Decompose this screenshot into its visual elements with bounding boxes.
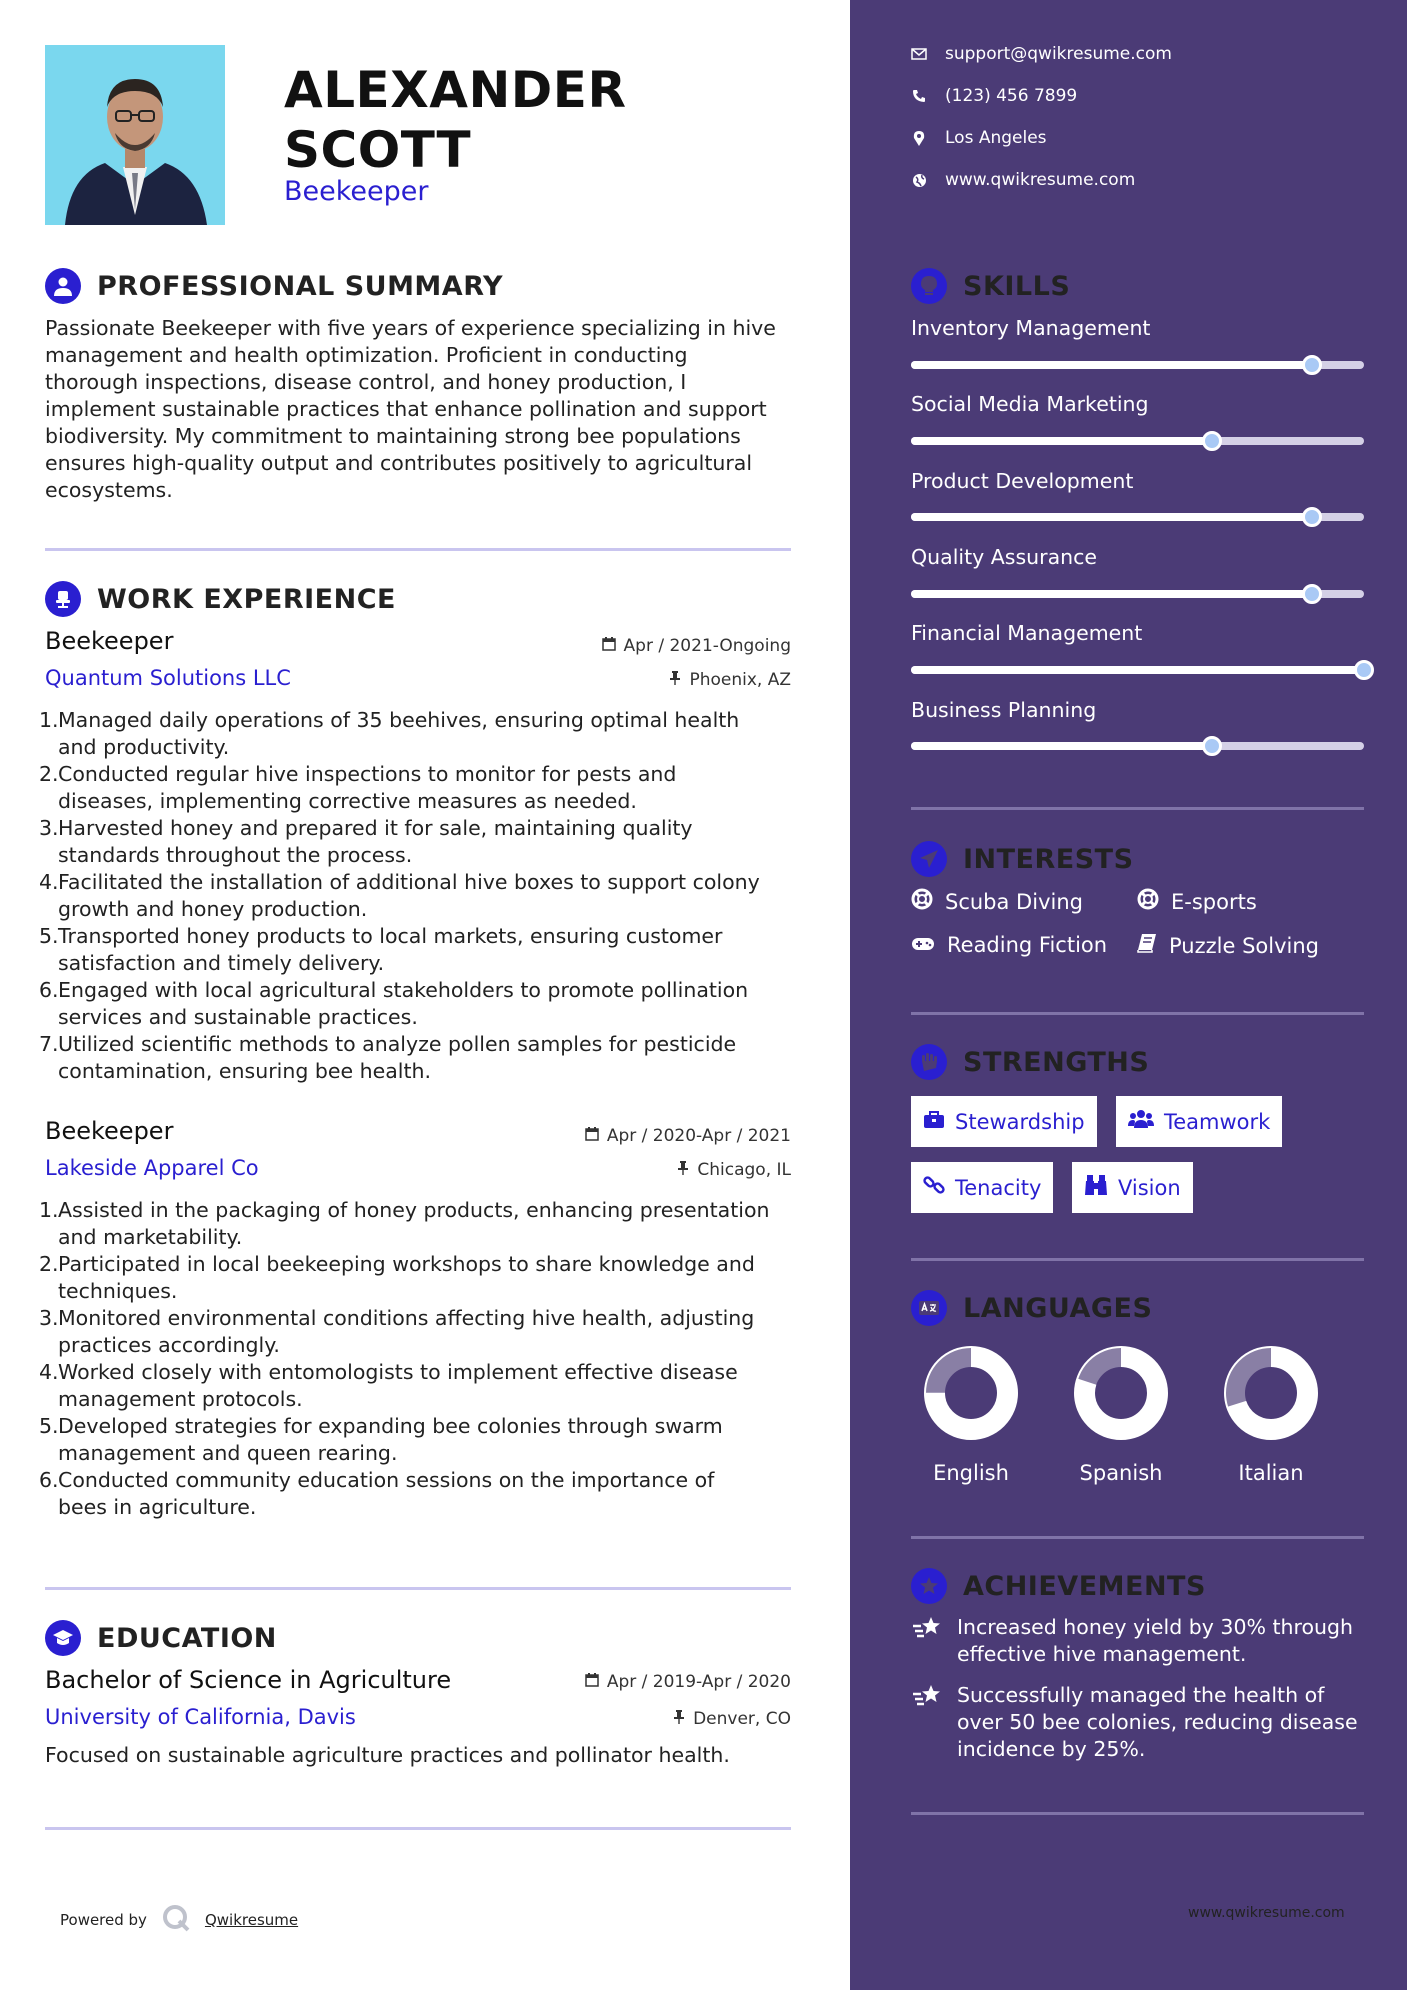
email-text: support@qwikresume.com <box>945 44 1172 64</box>
language-item <box>1216 1343 1326 1485</box>
education-heading <box>45 1620 277 1656</box>
book-icon <box>1137 933 1157 958</box>
skill-bar-fill <box>911 437 1212 445</box>
education-location-text: Denver, CO <box>693 1709 791 1729</box>
interest-item <box>911 888 1083 915</box>
skill-bar <box>911 742 1364 750</box>
job-role: Beekeeper <box>284 176 429 207</box>
education-location <box>673 1709 791 1729</box>
strength-chip <box>911 1096 1097 1147</box>
skill-label: Product Development <box>911 469 1134 493</box>
duties-list <box>39 1197 819 1521</box>
interest-item <box>1137 933 1319 958</box>
skill-bar <box>911 590 1364 598</box>
education-dates-text: Apr / 2019-Apr / 2020 <box>606 1672 791 1692</box>
summary-title: PROFESSIONAL SUMMARY <box>97 270 504 302</box>
list-item: 4. Facilitated the installation of additional hive boxes to support colony growth and honey production. <box>39 870 760 921</box>
divider <box>911 807 1364 810</box>
skill-bar-fill <box>911 666 1364 674</box>
chair-icon <box>45 581 81 617</box>
powered-by-text: Powered by <box>60 1911 147 1929</box>
pin-icon <box>669 670 681 690</box>
users-icon <box>1128 1109 1154 1134</box>
interests-heading <box>911 841 1134 877</box>
skill-bar-knob <box>1302 507 1322 527</box>
calendar-icon <box>585 1126 599 1146</box>
divider <box>911 1258 1364 1261</box>
education-description: Focused on sustainable agriculture practices and pollinator health. <box>45 1743 730 1767</box>
shooting-star-icon <box>911 1614 945 1668</box>
contact-email[interactable] <box>911 44 1172 64</box>
strength-chip <box>1116 1096 1282 1147</box>
skill-bar <box>911 361 1364 369</box>
phone-text: (123) 456 7899 <box>945 86 1078 106</box>
summary-heading <box>45 268 503 304</box>
strength-chip <box>1072 1162 1193 1213</box>
interest-item <box>911 933 1107 957</box>
calendar-icon <box>585 1672 599 1692</box>
language-icon <box>911 1290 947 1326</box>
lifebuoy-icon <box>1137 888 1159 915</box>
strength-label: Teamwork <box>1164 1109 1271 1134</box>
summary-line: ecosystems. <box>45 478 173 502</box>
shooting-star-icon <box>911 1682 945 1763</box>
briefcase-icon <box>923 1110 945 1134</box>
divider <box>911 1536 1364 1539</box>
phone-icon <box>911 89 927 103</box>
achievement-item <box>911 1614 1353 1668</box>
divider <box>45 548 791 551</box>
achievement-line: Increased honey yield by 30% through <box>957 1615 1354 1639</box>
skill-label: Inventory Management <box>911 316 1151 340</box>
lightbulb-icon <box>911 268 947 304</box>
skill-label: Financial Management <box>911 621 1143 645</box>
job-dates-text: Apr / 2020-Apr / 2021 <box>606 1126 791 1146</box>
job-location-text: Phoenix, AZ <box>689 670 791 690</box>
location-text: Los Angeles <box>945 128 1047 148</box>
skill-bar <box>911 437 1364 445</box>
fist-icon <box>911 1044 947 1080</box>
interest-label: Scuba Diving <box>945 889 1083 914</box>
list-item: 1. Assisted in the packaging of honey products, enhancing presentation and marketability. <box>39 1198 770 1249</box>
pin-icon <box>677 1160 689 1180</box>
divider <box>45 1587 791 1590</box>
binoculars-icon <box>1084 1174 1108 1201</box>
name-line-last: SCOTT <box>284 121 472 179</box>
strength-label: Vision <box>1118 1175 1181 1200</box>
brand-link[interactable]: Qwikresume <box>204 1911 299 1929</box>
skills-heading <box>911 268 1070 304</box>
skill-bar-fill <box>911 361 1312 369</box>
user-icon <box>45 268 81 304</box>
strength-chip <box>911 1162 1053 1213</box>
interest-label: Puzzle Solving <box>1169 933 1319 958</box>
company-name: Lakeside Apparel Co <box>45 1156 259 1180</box>
list-item: 4. Worked closely with entomologists to implement effective disease management protocols. <box>39 1360 738 1411</box>
list-item: 3. Monitored environmental conditions affecting hive health, adjusting practices accordingly. <box>39 1306 755 1357</box>
job-location <box>669 670 791 690</box>
candidate-name <box>284 60 626 180</box>
list-item: 6. Conducted community education sessions on the importance of bees in agriculture. <box>39 1468 715 1519</box>
divider <box>911 1812 1364 1815</box>
link-icon <box>923 1174 945 1201</box>
contact-website[interactable] <box>911 170 1135 190</box>
languages-title: LANGUAGES <box>963 1292 1153 1324</box>
strength-label: Tenacity <box>955 1175 1042 1200</box>
skill-bar <box>911 666 1364 674</box>
achievements-title: ACHIEVEMENTS <box>963 1570 1206 1602</box>
interest-label: Reading Fiction <box>947 933 1108 957</box>
name-line-first: ALEXANDER <box>284 61 627 119</box>
achievements-heading <box>911 1568 1206 1604</box>
skill-bar-knob <box>1302 355 1322 375</box>
strength-label: Stewardship <box>955 1109 1085 1134</box>
list-item: 2. Conducted regular hive inspections to monitor for pests and diseases, implementing corrective measures as needed. <box>39 762 677 813</box>
map-pin-icon <box>911 130 927 146</box>
pin-icon <box>673 1709 685 1729</box>
education-dates <box>585 1672 791 1692</box>
language-donut <box>921 1343 1021 1443</box>
list-item: 1. Managed daily operations of 35 beehives, ensuring optimal health and productivity. <box>39 708 740 759</box>
strengths-title: STRENGTHS <box>963 1046 1150 1078</box>
powered-by <box>60 1903 298 1937</box>
achievement-line: incidence by 25%. <box>957 1737 1146 1761</box>
job-title: Beekeeper <box>45 627 174 655</box>
list-item: 5. Transported honey products to local markets, ensuring customer satisfaction and timely delivery. <box>39 924 723 975</box>
job-dates <box>585 1126 791 1146</box>
skill-bar-knob <box>1354 660 1374 680</box>
school-name: University of California, Davis <box>45 1705 356 1729</box>
list-item: 3. Harvested honey and prepared it for sale, maintaining quality standards throughout the process. <box>39 816 693 867</box>
experience-heading <box>45 581 396 617</box>
duties-list <box>39 707 819 1085</box>
skill-bar <box>911 513 1364 521</box>
website-text: www.qwikresume.com <box>945 170 1136 190</box>
interest-label: E-sports <box>1171 889 1257 914</box>
achievement-item <box>911 1682 1358 1763</box>
skills-title: SKILLS <box>963 270 1071 302</box>
list-item: 5. Developed strategies for expanding bee colonies through swarm management and queen rearing. <box>39 1414 723 1465</box>
summary-text <box>45 315 805 504</box>
lifebuoy-icon <box>911 888 933 915</box>
language-donut <box>1071 1343 1171 1443</box>
footer-website[interactable]: www.qwikresume.com <box>1188 1905 1345 1921</box>
list-item: 7. Utilized scientific methods to analyze pollen samples for pesticide contamination, ensuring bee health. <box>39 1032 737 1083</box>
qwikresume-logo-icon <box>161 1903 191 1937</box>
skill-label: Business Planning <box>911 698 1097 722</box>
language-label: Italian <box>1238 1461 1304 1485</box>
interests-title: INTERESTS <box>963 843 1134 875</box>
language-item <box>916 1343 1026 1485</box>
achievement-line: effective hive management. <box>957 1642 1247 1666</box>
degree: Bachelor of Science in Agriculture <box>45 1666 452 1694</box>
contact-location <box>911 128 1047 148</box>
achievement-line: over 50 bee colonies, reducing disease <box>957 1710 1358 1734</box>
skill-bar-fill <box>911 513 1312 521</box>
summary-line: implement sustainable practices that enhance pollination and support <box>45 397 767 421</box>
company-name: Quantum Solutions LLC <box>45 666 291 690</box>
skill-label: Social Media Marketing <box>911 392 1149 416</box>
skill-bar-fill <box>911 742 1212 750</box>
paper-plane-icon <box>911 841 947 877</box>
language-label: Spanish <box>1079 1461 1163 1485</box>
profile-photo <box>45 45 225 225</box>
job-title: Beekeeper <box>45 1117 174 1145</box>
contact-phone[interactable] <box>911 86 1077 106</box>
summary-line: ensures high-quality output and contributes positively to agricultural <box>45 451 753 475</box>
graduation-cap-icon <box>45 1620 81 1656</box>
summary-line: biodiversity. My commitment to maintaining strong bee populations <box>45 424 741 448</box>
language-label: English <box>933 1461 1009 1485</box>
skill-bar-knob <box>1302 584 1322 604</box>
skill-label: Quality Assurance <box>911 545 1098 569</box>
skill-bar-fill <box>911 590 1312 598</box>
job-dates-text: Apr / 2021-Ongoing <box>623 636 791 656</box>
language-donut <box>1221 1343 1321 1443</box>
job-location-text: Chicago, IL <box>697 1160 791 1180</box>
strengths-heading <box>911 1044 1149 1080</box>
envelope-icon <box>911 48 927 60</box>
star-badge-icon <box>911 1568 947 1604</box>
summary-line: thorough inspections, disease control, and honey production, I <box>45 370 687 394</box>
divider <box>911 1012 1364 1015</box>
achievement-line: Successfully managed the health of <box>957 1683 1325 1707</box>
gamepad-icon <box>911 933 935 957</box>
list-item: 2. Participated in local beekeeping workshops to share knowledge and techniques. <box>39 1252 755 1303</box>
summary-line: management and health optimization. Proficient in conducting <box>45 343 688 367</box>
education-title: EDUCATION <box>97 1622 277 1654</box>
interest-item <box>1137 888 1257 915</box>
summary-line: Passionate Beekeeper with five years of experience specializing in hive <box>45 316 776 340</box>
languages-heading <box>911 1290 1152 1326</box>
experience-title: WORK EXPERIENCE <box>97 583 396 615</box>
list-item: 6. Engaged with local agricultural stakeholders to promote pollination services and sustainable practices. <box>39 978 749 1029</box>
divider <box>45 1827 791 1830</box>
job-dates <box>602 636 791 656</box>
globe-icon <box>911 173 927 188</box>
calendar-icon <box>602 636 616 656</box>
language-item <box>1066 1343 1176 1485</box>
job-location <box>677 1160 791 1180</box>
